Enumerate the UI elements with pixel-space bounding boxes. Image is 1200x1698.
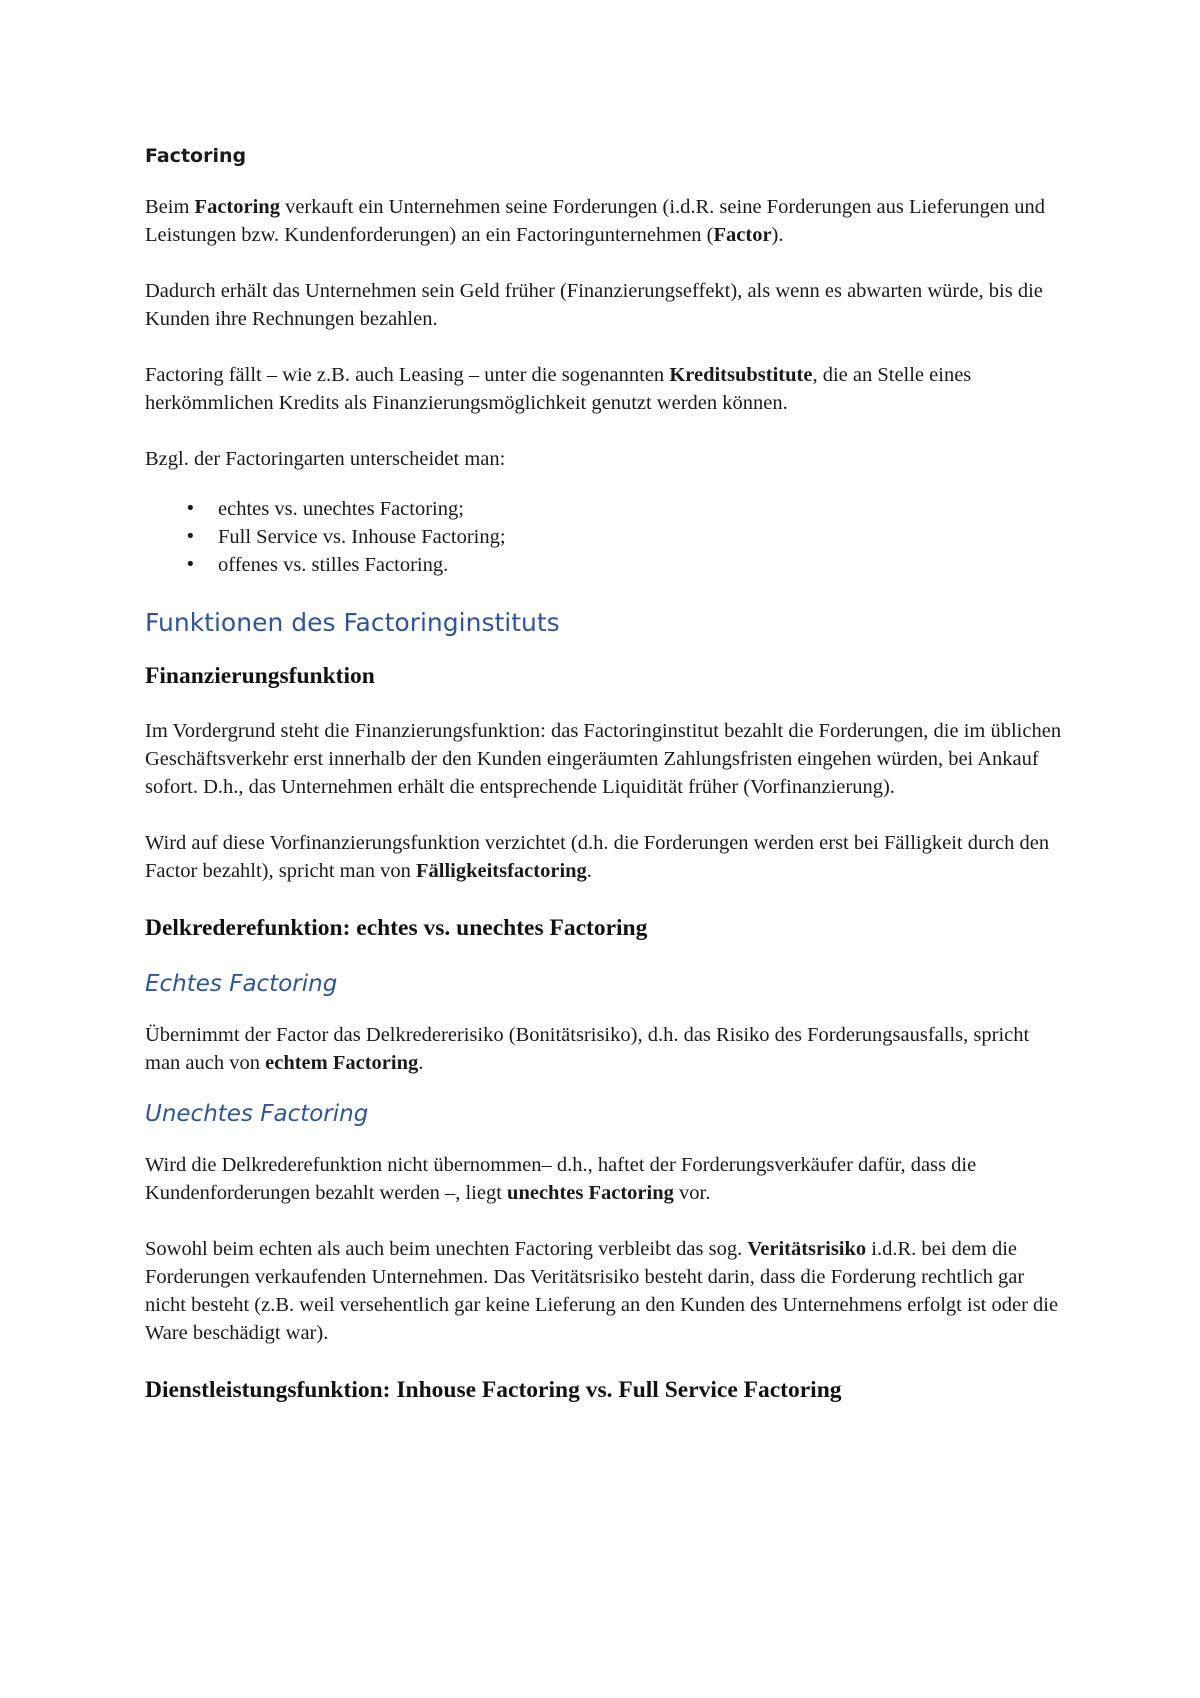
subheading-finanzierungsfunktion: Finanzierungsfunktion — [145, 663, 375, 689]
intro-paragraph: Beim Factoring verkauft ein Unternehmen seine Forderungen (i.d.R. seine Forderungen aus Lieferungen und Leistungen bzw. Kundenforderungen) an ein Factoringunternehmen (Factor). — [145, 196, 1046, 246]
section-heading-funktionen: Funktionen des Factoringinstituts — [145, 608, 560, 637]
echtes-factoring-paragraph: Übernimmt der Factor das Delkredererisiko (Bonitätsrisiko), d.h. das Risiko des Forderungsausfalls, spricht man auch von echtem Factoring. — [145, 1024, 1030, 1074]
term-unechtes-factoring: unechtes Factoring — [507, 1182, 674, 1204]
factoring-types-list — [145, 495, 1065, 579]
list-item: • echtes vs. unechtes Factoring; — [145, 495, 1065, 523]
term-veritaetsrisiko: Veritätsrisiko — [747, 1238, 867, 1260]
term-faelligkeitsfactoring: Fälligkeitsfactoring — [415, 860, 587, 882]
document-title: Factoring — [145, 145, 247, 167]
list-item: • offenes vs. stilles Factoring. — [145, 551, 1065, 579]
subheading-delkrederefunktion: Delkrederefunktion: echtes vs. unechtes Factoring — [145, 915, 648, 941]
bullet-icon: • — [185, 554, 196, 575]
financing-function-paragraph: Im Vordergrund steht die Finanzierungsfunktion: das Factoringinstitut bezahlt die Forderungen, die im üblichen Geschäftsverkehr erst innerhalb der den Kunden eingeräumten Zahlungsfristen eingehen würden, bei Ankauf sofort. D.h., das Unternehmen erhält die entsprechende Liquidität früher (Vorfinanzierung). — [145, 720, 1062, 798]
term-kreditsubstitute: Kreditsubstitute — [669, 364, 813, 386]
document-body — [145, 142, 1065, 1431]
term-factoring: Factoring — [194, 196, 280, 218]
subsubheading-echtes-factoring: Echtes Factoring — [145, 971, 338, 997]
bullet-icon: • — [185, 526, 196, 547]
credit-substitute-paragraph: Factoring fällt – wie z.B. auch Leasing – unter die sogenannten Kreditsubstitute, die an Stelle eines herkömmlichen Kredits als Finanzierungsmöglichkeit genutzt werden können. — [145, 364, 972, 414]
factoring-types-intro: Bzgl. der Factoringarten unterscheidet man: — [145, 448, 506, 470]
bullet-icon: • — [185, 498, 196, 519]
maturity-factoring-paragraph: Wird auf diese Vorfinanzierungsfunktion verzichtet (d.h. die Forderungen werden erst bei Fälligkeit durch den Factor bezahlt), spricht man von Fälligkeitsfactoring. — [145, 832, 1050, 882]
financing-effect-paragraph: Dadurch erhält das Unternehmen sein Geld früher (Finanzierungseffekt), als wenn es abwarten würde, bis die Kunden ihre Rechnungen bezahlen. — [145, 280, 1043, 330]
unechtes-factoring-paragraph: Wird die Delkrederefunktion nicht übernommen– d.h., haftet der Forderungsverkäufer dafür, dass die Kundenforderungen bezahlt werden –, liegt unechtes Factoring vor. — [145, 1154, 977, 1204]
term-factor: Factor — [713, 224, 772, 246]
list-item: • Full Service vs. Inhouse Factoring; — [145, 523, 1065, 551]
veritaetsrisiko-paragraph: Sowohl beim echten als auch beim unechten Factoring verbleibt das sog. Veritätsrisiko i.d.R. bei dem die Forderungen verkaufenden Unternehmen. Das Veritätsrisiko besteht darin, dass die Forderung rechtlich gar nicht besteht (z.B. weil versehentlich gar keine Lieferung an den Kunden des Unternehmens erfolgt ist oder die Ware beschädigt war). — [145, 1238, 1059, 1344]
subheading-dienstleistungsfunktion: Dienstleistungsfunktion: Inhouse Factoring vs. Full Service Factoring — [145, 1377, 842, 1403]
subsubheading-unechtes-factoring: Unechtes Factoring — [145, 1101, 369, 1127]
term-echtem-factoring: echtem Factoring — [265, 1052, 419, 1074]
